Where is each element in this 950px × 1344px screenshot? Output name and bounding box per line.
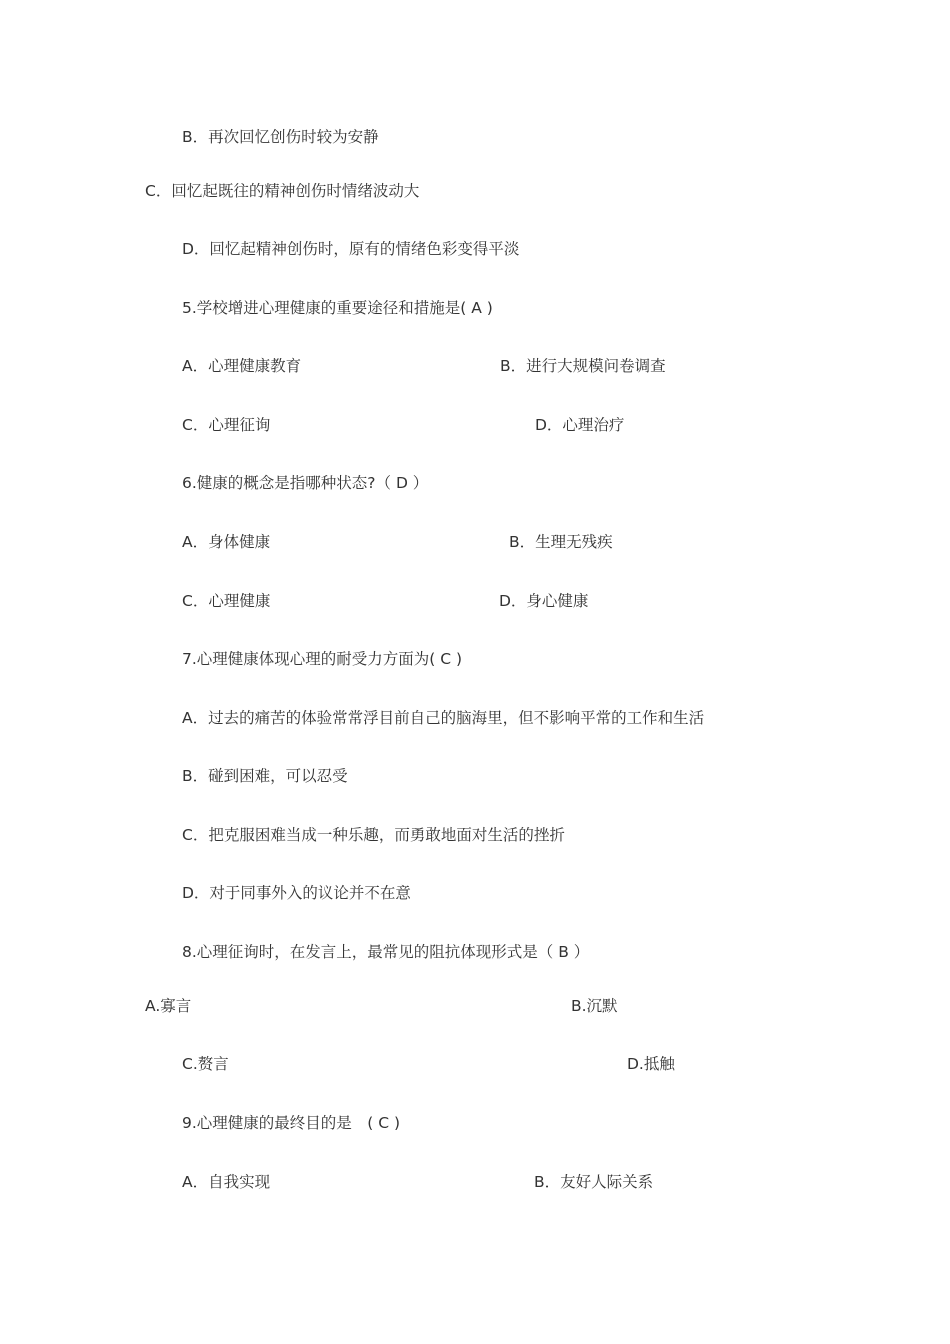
q4-option-d: D．回忆起精神创伤时，原有的情绪色彩变得平淡: [182, 240, 520, 258]
q5-stem: 5.学校增进心理健康的重要途径和措施是( A ): [182, 299, 493, 317]
q9-option-b: B．友好人际关系: [534, 1173, 654, 1191]
q9-stem: 9.心理健康的最终目的是 ( C ): [182, 1114, 401, 1132]
q4-option-c: C．回忆起既往的精神创伤时情绪波动大: [145, 182, 420, 200]
q5-option-a: A．心理健康教育: [182, 357, 302, 375]
q5-option-c: C．心理征询: [182, 416, 271, 434]
q6-option-c: C．心理健康: [182, 592, 271, 610]
q7-option-a: A．过去的痛苦的体验常常浮目前自己的脑海里，但不影响平常的工作和生活: [182, 709, 705, 727]
q8-option-b: B.沉默: [571, 997, 618, 1015]
q6-option-d: D．身心健康: [499, 592, 589, 610]
q5-option-b: B．进行大规模问卷调查: [500, 357, 666, 375]
q8-option-c: C.赘言: [182, 1055, 229, 1073]
q6-stem: 6.健康的概念是指哪种状态?（ D ）: [182, 474, 429, 492]
q6-option-b: B．生理无残疾: [509, 533, 613, 551]
q7-stem: 7.心理健康体现心理的耐受力方面为( C ): [182, 650, 463, 668]
q7-option-c: C．把克服困难当成一种乐趣，而勇敢地面对生活的挫折: [182, 826, 565, 844]
q5-option-d: D．心理治疗: [535, 416, 625, 434]
q9-option-a: A．自我实现: [182, 1173, 271, 1191]
q4-option-b: B．再次回忆创伤时较为安静: [182, 128, 379, 146]
q7-option-d: D．对于同事外入的议论并不在意: [182, 884, 411, 902]
q8-option-a: A.寡言: [145, 997, 192, 1015]
q7-option-b: B．碰到困难，可以忍受: [182, 767, 348, 785]
q8-stem: 8.心理征询时，在发言上，最常见的阻抗体现形式是（ B ）: [182, 943, 590, 961]
q8-option-d: D.抵触: [627, 1055, 675, 1073]
q6-option-a: A．身体健康: [182, 533, 271, 551]
